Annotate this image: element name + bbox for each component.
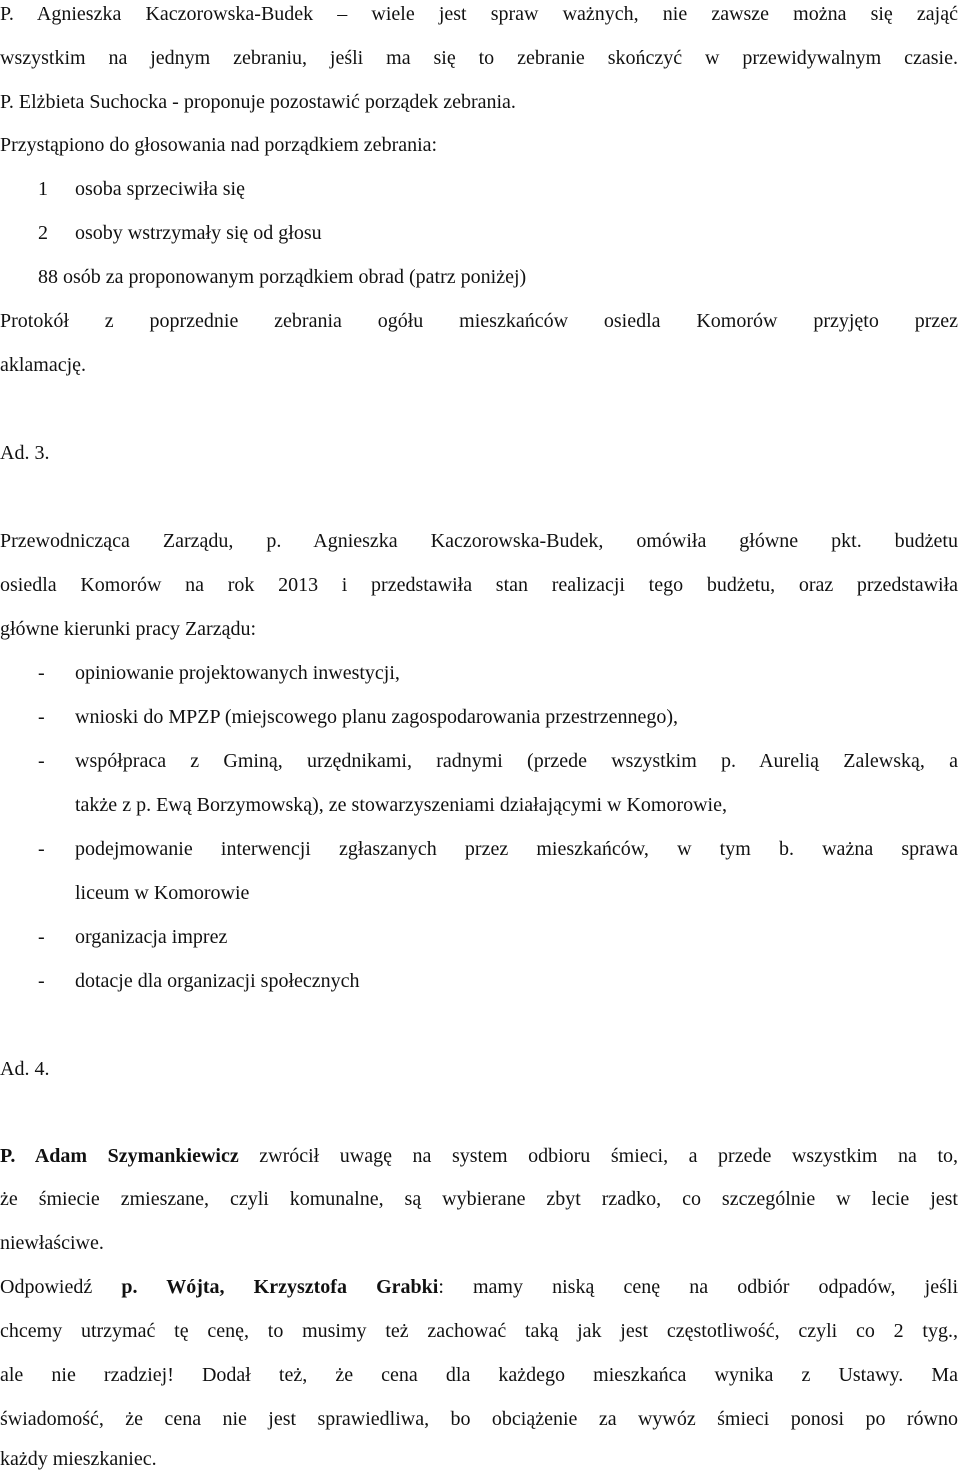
paragraph-line: świadomość, że cena nie jest sprawiedliwa, bo obciążenie za wywóz śmieci ponosi po równo xyxy=(0,1408,958,1430)
list-dash: - xyxy=(38,662,45,684)
paragraph-line: osiedla Komorów na rok 2013 i przedstawiła stan realizacji tego budżetu, oraz przedstawiła xyxy=(0,574,958,596)
speaker-name: P. Adam Szymankiewicz xyxy=(0,1145,239,1167)
vote-item-text: osoby wstrzymały się od głosu xyxy=(75,222,322,244)
list-dash: - xyxy=(38,926,45,948)
list-dash: - xyxy=(38,750,45,772)
list-item-text: organizacja imprez xyxy=(75,926,228,948)
paragraph-line: każdy mieszkaniec. xyxy=(0,1448,157,1470)
paragraph-line: że śmiecie zmieszane, czyli komunalne, są wybierane zbyt rzadko, co szczególnie w lecie jest xyxy=(0,1188,958,1210)
list-dash: - xyxy=(38,706,45,728)
vote-item-number: 1 xyxy=(38,178,48,200)
paragraph-line: Protokół z poprzednie zebrania ogółu mieszkańców osiedla Komorów przyjęto przez xyxy=(0,310,958,332)
list-dash: - xyxy=(38,838,45,860)
list-item-text: współpraca z Gminą, urzędnikami, radnymi (przede wszystkim p. Aurelią Zalewską, a xyxy=(75,750,958,772)
vote-item: 88 osób za proponowanym porządkiem obrad (patrz poniżej) xyxy=(38,266,527,288)
paragraph-line: ale nie rzadziej! Dodał też, że cena dla każdego mieszkańca wynika z Ustawy. Ma xyxy=(0,1364,958,1386)
list-item-text: dotacje dla organizacji społecznych xyxy=(75,970,360,992)
vote-item-text: osoba sprzeciwiła się xyxy=(75,178,245,200)
section-heading: Ad. 4. xyxy=(0,1058,50,1080)
paragraph-line: P. Agnieszka Kaczorowska-Budek – wiele jest spraw ważnych, nie zawsze można się zająć xyxy=(0,3,958,25)
paragraph-line: Odpowiedź p. Wójta, Krzysztofa Grabki: mamy niską cenę na odbiór odpadów, jeśli xyxy=(0,1276,959,1298)
paragraph-line: wszystkim na jednym zebraniu, jeśli ma się to zebranie skończyć w przewidywalnym czasie. xyxy=(0,47,958,69)
list-item-text: także z p. Ewą Borzymowską), ze stowarzyszeniami działającymi w Komorowie, xyxy=(75,794,727,816)
paragraph-line: P. Adam Szymankiewicz zwrócił uwagę na system odbioru śmieci, a przede wszystkim na to, xyxy=(0,1145,958,1167)
vote-item-number: 2 xyxy=(38,222,48,244)
list-dash: - xyxy=(38,970,45,992)
paragraph-line: Przewodnicząca Zarządu, p. Agnieszka Kaczorowska-Budek, omówiła główne pkt. budżetu xyxy=(0,530,958,552)
list-item-text: podejmowanie interwencji zgłaszanych przez mieszkańców, w tym b. ważna sprawa xyxy=(75,838,958,860)
speaker-name: p. Wójta, Krzysztofa Grabki xyxy=(121,1276,439,1298)
list-item-text: opiniowanie projektowanych inwestycji, xyxy=(75,662,400,684)
paragraph-line: chcemy utrzymać tę cenę, to musimy też zachować taką jak jest częstotliwość, czyli co 2 tyg., xyxy=(0,1320,958,1342)
list-item-text: liceum w Komorowie xyxy=(75,882,250,904)
vote-intro: Przystąpiono do głosowania nad porządkiem zebrania: xyxy=(0,134,438,156)
paragraph-line: P. Elżbieta Suchocka - proponuje pozostawić porządek zebrania. xyxy=(0,91,516,113)
paragraph-line: główne kierunki pracy Zarządu: xyxy=(0,618,257,640)
paragraph-line: niewłaściwe. xyxy=(0,1232,104,1254)
list-item-text: wnioski do MPZP (miejscowego planu zagospodarowania przestrzennego), xyxy=(75,706,678,728)
paragraph-line: aklamację. xyxy=(0,354,87,376)
section-heading: Ad. 3. xyxy=(0,442,50,464)
